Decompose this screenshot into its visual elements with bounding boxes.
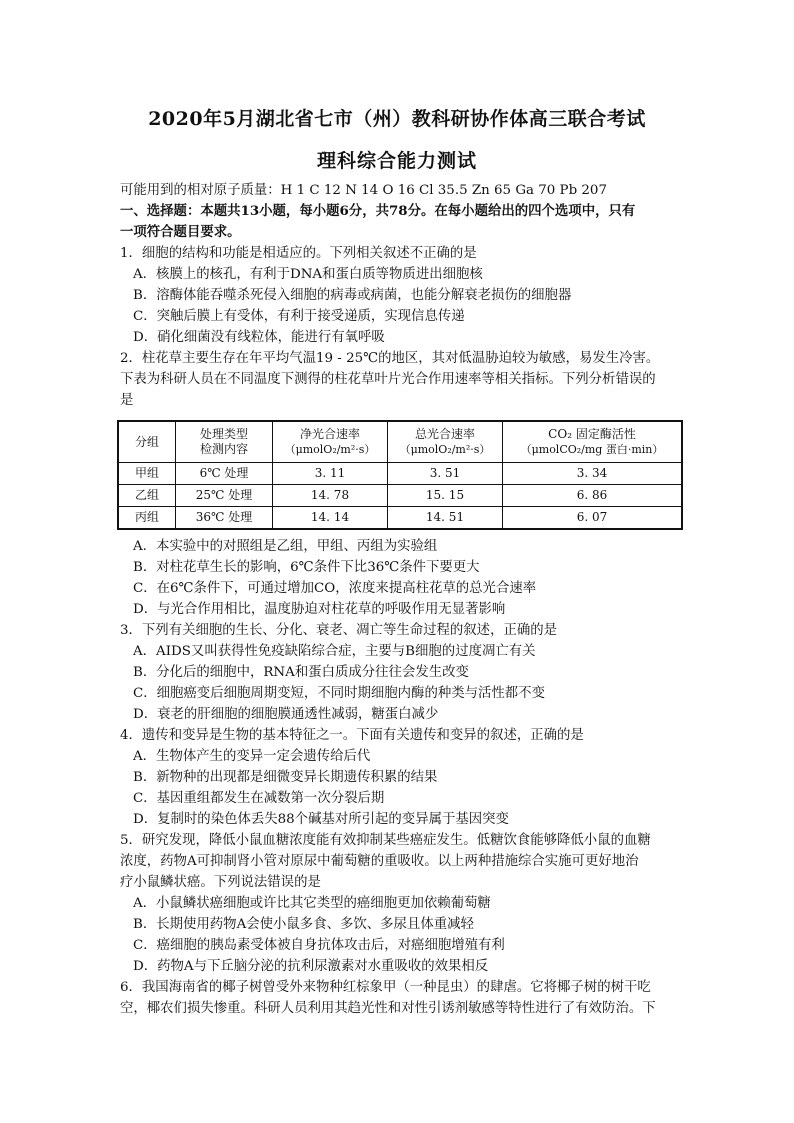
- q6-stem-line2: 空，椰农们损失惨重。科研人员利用其趋光性和对性引诱剂敏感等特性进行了有效防治。下: [120, 1001, 656, 1016]
- section-header-line1: 一、选择题：本题共13小题，每小题6分，共78分。在每小题给出的四个选项中，只有: [120, 203, 636, 219]
- header-net-rate: [273, 421, 388, 463]
- q4-option-c: C．基因重组都发生在减数第一次分裂后期: [133, 791, 385, 806]
- cell-enzyme: 6. 86: [503, 485, 683, 507]
- q5-option-a: A．小鼠鳞状癌细胞或许比其它类型的癌细胞更加依赖葡萄糖: [133, 896, 491, 911]
- header-treatment: [176, 421, 273, 463]
- cell-total: 14. 51: [388, 507, 503, 530]
- atomic-masses: 可能用到的相对原子质量：H 1 C 12 N 14 O 16 Cl 35.5 Zn 65 Ga 70 Pb 207: [120, 183, 607, 198]
- q5-stem-line3: 疗小鼠鳞状癌。下列说法错误的是: [120, 875, 321, 890]
- q2-stem-line3: 是: [120, 393, 134, 408]
- header-treatment-type: 处理类型: [199, 427, 248, 441]
- q1-option-b: B．溶酶体能吞噬杀死侵入细胞的病毒或病菌，也能分解衰老损伤的细胞器: [133, 288, 572, 303]
- q1-stem: 1．细胞的结构和功能是相适应的。下列相关叙述不正确的是: [120, 246, 477, 261]
- q2-stem-line1: 2．柱花草主要生存在年平均气温19 - 25℃的地区，其对低温胁迫较为敏感，易发生冷害。: [120, 351, 660, 366]
- q2-option-a: A．本实验中的对照组是乙组，甲组、丙组为实验组: [133, 539, 438, 554]
- section-header-line2: 一项符合题目要求。: [120, 224, 241, 240]
- cell-net: 14. 78: [273, 485, 388, 507]
- q5-stem-line1: 5．研究发现，降低小鼠血糖浓度能有效抑制某些癌症发生。低糖饮食能够降低小鼠的血糖: [120, 833, 651, 848]
- page-title: 2020年5月湖北省七市（州）教科研协作体高三联合考试: [148, 108, 646, 130]
- q6-stem-line1: 6．我国海南省的椰子树曾受外来物种红棕象甲（一种昆虫）的肆虐。它将椰子树的树干吃: [120, 980, 651, 995]
- header-total-rate-label: 总光合速率: [414, 427, 475, 441]
- q4-option-a: A．生物体产生的变异一定会遗传给后代: [133, 749, 371, 764]
- q1-option-c: C．突触后膜上有受体，有利于接受递质，实现信息传递: [133, 309, 465, 324]
- q4-stem: 4．遗传和变异是生物的基本特征之一。下面有关遗传和变异的叙述，正确的是: [120, 728, 584, 743]
- header-enzyme: [503, 421, 683, 463]
- q2-stem-line2: 下表为科研人员在不同温度下测得的柱花草叶片光合作用速率等相关指标。下列分析错误的: [120, 372, 656, 387]
- cell-enzyme: 3. 34: [503, 463, 683, 485]
- header-net-rate-label: 净光合速率: [299, 427, 360, 441]
- q5-option-d: D．药物A与下丘脑分泌的抗利尿激素对水重吸收的效果相反: [133, 959, 489, 974]
- q4-option-d: D．复制时的染色体丢失88个碱基对所引起的变异属于基因突变: [133, 812, 509, 827]
- q1-option-a: A．核膜上的核孔，有利于DNA和蛋白质等物质进出细胞核: [133, 267, 483, 282]
- cell-net: 14. 14: [273, 507, 388, 530]
- q2-option-c: C．在6℃条件下，可通过增加CO，浓度来提高柱花草的总光合速率: [133, 581, 537, 596]
- header-enzyme-unit: （μmolCO₂/mg 蛋白·min）: [520, 443, 664, 456]
- table-row: [118, 507, 682, 530]
- cell-group: 乙组: [118, 485, 176, 507]
- header-detection-content: 检测内容: [199, 442, 248, 456]
- cell-treatment: 25℃ 处理: [176, 485, 273, 507]
- q5-option-b: B．长期使用药物A会使小鼠多食、多饮、多尿且体重减轻: [133, 917, 474, 932]
- q5-stem-line2: 浓度，药物A可抑制肾小管对原尿中葡萄糖的重吸收。以上两种措施综合实施可更好地治: [120, 854, 639, 869]
- q3-option-c: C．细胞癌变后细胞周期变短，不同时期细胞内酶的种类与活性都不变: [133, 686, 545, 701]
- cell-group: 丙组: [118, 507, 176, 530]
- cell-net: 3. 11: [273, 463, 388, 485]
- q3-option-b: B．分化后的细胞中，RNA和蛋白质成分往往会发生改变: [133, 665, 469, 680]
- q4-option-b: B．新物种的出现都是细微变异长期遗传积累的结果: [133, 770, 438, 785]
- cell-enzyme: 6. 07: [503, 507, 683, 530]
- cell-group: 甲组: [118, 463, 176, 485]
- page-subtitle: 理科综合能力测试: [316, 150, 477, 172]
- header-net-rate-unit: （μmolO₂/m²·s）: [284, 443, 376, 456]
- table-header-row: [118, 421, 682, 463]
- q3-option-d: D．衰老的肝细胞的细胞膜通透性减弱，糖蛋白减少: [133, 707, 439, 722]
- header-total-rate-unit: （μmolO₂/m²·s）: [399, 443, 491, 456]
- table-row: [118, 485, 682, 507]
- q3-stem: 3．下列有关细胞的生长、分化、衰老、凋亡等生命过程的叙述，正确的是: [120, 623, 558, 638]
- q5-option-c: C．癌细胞的胰岛素受体被自身抗体攻击后，对癌细胞增殖有利: [133, 938, 505, 953]
- header-group: 分组: [118, 421, 176, 463]
- q3-option-a: A．AIDS又叫获得性免疫缺陷综合症，主要与B细胞的过度凋亡有关: [133, 644, 536, 659]
- exam-content: [120, 180, 685, 1019]
- cell-total: 15. 15: [388, 485, 503, 507]
- header-total-rate: [388, 421, 503, 463]
- q2-option-b: B．对柱花草生长的影响，6℃条件下比36℃条件下要更大: [133, 560, 480, 575]
- cell-treatment: 36℃ 处理: [176, 507, 273, 530]
- header-enzyme-label: CO₂ 固定酶活性: [548, 427, 636, 441]
- table-row: [118, 463, 682, 485]
- cell-total: 3. 51: [388, 463, 503, 485]
- q2-data-table: [117, 420, 683, 530]
- q2-option-d: D．与光合作用相比，温度胁迫对柱花草的呼吸作用无显著影响: [133, 602, 506, 617]
- cell-treatment: 6℃ 处理: [176, 463, 273, 485]
- q1-option-d: D．硝化细菌没有线粒体，能进行有氧呼吸: [133, 330, 385, 345]
